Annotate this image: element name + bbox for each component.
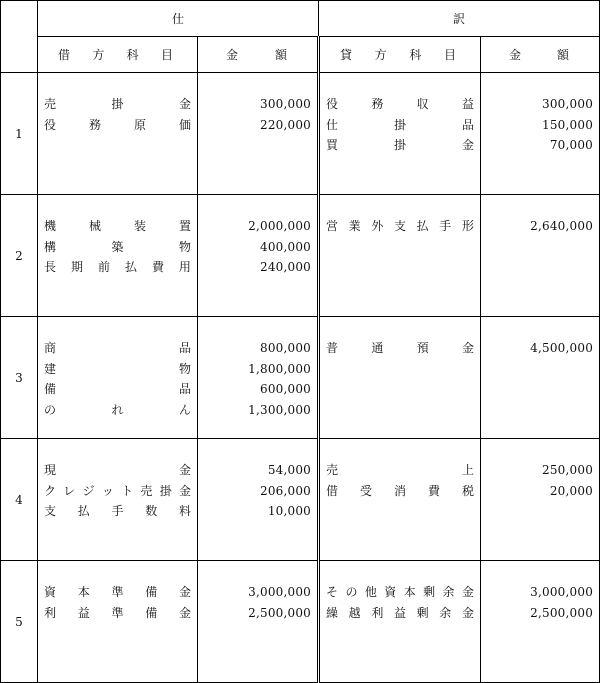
credit-account-label: 貸 方 科 目 (340, 48, 456, 62)
debit-amount-cell (198, 195, 319, 317)
credit-account-cell (319, 195, 481, 317)
debit-amount-cell (198, 73, 319, 195)
credit-amount-cell (481, 195, 600, 317)
entries-body (1, 73, 600, 683)
debit-amount-value: 220,000 (259, 117, 312, 132)
credit-amount-value: 250,000 (542, 463, 594, 477)
header-row-main (1, 1, 600, 37)
credit-amount-value: 2,640,000 (530, 219, 594, 233)
debit-amount-value: 1,800,000 (248, 361, 312, 376)
debit-amount-value: 240,000 (259, 260, 312, 274)
debit-account-name: の れ ん (44, 402, 191, 417)
debit-account-cell (38, 195, 198, 317)
credit-amount-value: 150,000 (542, 117, 594, 132)
entry-number: 2 (1, 195, 38, 317)
debit-account-label: 借 方 科 目 (58, 48, 173, 62)
corner-cell (1, 1, 38, 73)
journal-header-right (319, 1, 600, 37)
credit-account-name: 営 業 外 支 払 手 形 (326, 219, 474, 233)
credit-account-name: 役 務 収 益 (326, 97, 475, 111)
header-row-sub (1, 37, 600, 73)
credit-account-name: 繰 越 利 益 剰 余 金 (326, 605, 474, 620)
credit-amount-header (481, 37, 600, 73)
credit-amount-cell (481, 73, 600, 195)
debit-amount-value: 600,000 (259, 382, 312, 396)
debit-account-cell (38, 73, 198, 195)
debit-account-name: 支 払 手 数 料 (44, 504, 191, 518)
debit-account-name: 売 掛 金 (44, 97, 191, 111)
debit-account-header (38, 37, 198, 73)
debit-account-name: 機 械 装 置 (44, 219, 191, 233)
credit-account-header (319, 37, 481, 73)
credit-amount-value: 3,000,000 (530, 585, 594, 599)
debit-account-name: 建 物 (44, 361, 191, 376)
entry-row (1, 561, 600, 683)
debit-account-name: 備 品 (44, 382, 191, 396)
debit-account-name: 商 品 (44, 341, 191, 355)
debit-amount-value: 2,500,000 (248, 605, 312, 620)
credit-account-name: 買 掛 金 (326, 138, 474, 152)
debit-amount-value: 206,000 (259, 483, 312, 498)
credit-amount-cell (481, 561, 600, 683)
entry-row (1, 439, 600, 561)
debit-amount-cell (198, 317, 319, 439)
debit-amount-value: 1,300,000 (248, 402, 312, 417)
debit-amount-value: 800,000 (259, 341, 312, 355)
debit-amount-value: 10,000 (267, 504, 312, 518)
entry-row (1, 317, 600, 439)
credit-amount-cell (481, 317, 600, 439)
debit-account-name: 利 益 準 備 金 (44, 605, 191, 620)
debit-account-name: 長 期 前 払 費 用 (44, 260, 191, 274)
entry-row (1, 73, 600, 195)
debit-amount-value: 2,000,000 (248, 219, 312, 233)
credit-amount-value: 20,000 (549, 483, 594, 498)
credit-amount-value: 300,000 (542, 97, 594, 111)
credit-account-name: 借 受 消 費 税 (326, 483, 474, 498)
journal-header-left (38, 1, 319, 37)
credit-amount-label: 金 額 (509, 48, 570, 62)
credit-account-cell (319, 317, 481, 439)
debit-amount-cell (198, 561, 319, 683)
debit-amount-value: 400,000 (259, 239, 312, 254)
debit-account-cell (38, 317, 198, 439)
debit-account-name: ク レ ジ ッ ト 売 掛 金 (44, 483, 191, 498)
entry-number: 4 (1, 439, 38, 561)
credit-amount-value: 2,500,000 (530, 605, 594, 620)
credit-account-name: そ の 他 資 本 剰 余 金 (326, 585, 474, 599)
journal-label-right: 訳 (453, 12, 466, 26)
debit-account-cell (38, 439, 198, 561)
debit-amount-header (198, 37, 319, 73)
entry-number: 1 (1, 73, 38, 195)
entry-row (1, 195, 600, 317)
entry-number: 3 (1, 317, 38, 439)
credit-amount-value: 4,500,000 (530, 341, 594, 355)
debit-account-name: 構 築 物 (44, 239, 191, 254)
credit-account-cell (319, 73, 481, 195)
debit-amount-value: 3,000,000 (248, 585, 312, 599)
debit-amount-value: 300,000 (259, 97, 312, 111)
debit-amount-label: 金 額 (226, 48, 288, 62)
credit-account-name: 売 上 (326, 463, 475, 477)
credit-account-name: 普 通 預 金 (326, 341, 475, 355)
entry-number: 5 (1, 561, 38, 683)
debit-account-name: 現 金 (44, 463, 191, 477)
debit-account-cell (38, 561, 198, 683)
journal-label-left: 仕 (172, 12, 185, 26)
debit-amount-cell (198, 439, 319, 561)
credit-amount-value: 70,000 (549, 138, 594, 152)
debit-account-name: 資 本 準 備 金 (44, 585, 191, 599)
debit-amount-value: 54,000 (267, 463, 312, 477)
debit-account-name: 役 務 原 価 (44, 117, 191, 132)
credit-account-cell (319, 561, 481, 683)
credit-amount-cell (481, 439, 600, 561)
credit-account-name: 仕 掛 品 (326, 117, 474, 132)
credit-account-cell (319, 439, 481, 561)
